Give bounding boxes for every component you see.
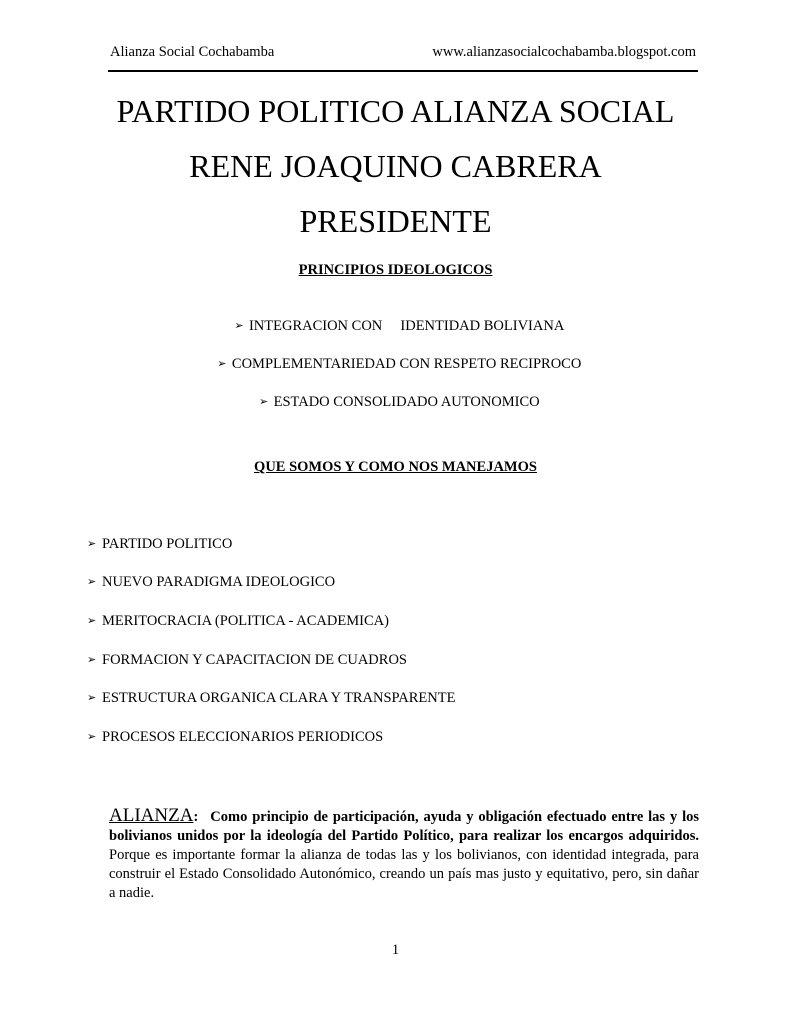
header-divider bbox=[108, 70, 698, 72]
alianza-term: ALIANZA bbox=[109, 805, 194, 826]
alianza-definition: Como principio de participación, ayuda y obligación efectuado entre las y los bolivianos unidos por la ideología del Partido Político, para realizar los encargos adquiridos. bbox=[109, 809, 699, 844]
list-item-text: PROCESOS ELECCIONARIOS PERIODICOS bbox=[102, 729, 384, 745]
arrow-bullet-icon: ➢ bbox=[87, 654, 97, 666]
list-item-text: MERITOCRACIA (POLITICA - ACADEMICA) bbox=[102, 613, 389, 629]
title-leader-name: RENE JOAQUINO CABRERA bbox=[189, 148, 602, 184]
list-item bbox=[87, 690, 455, 707]
list-item bbox=[87, 729, 383, 746]
header-website: www.alianzasocialcochabamba.blogspot.com bbox=[432, 44, 696, 60]
page-number: 1 bbox=[391, 942, 400, 958]
title-role: PRESIDENTE bbox=[299, 203, 492, 239]
list-item-text: ESTRUCTURA ORGANICA CLARA Y TRANSPARENTE bbox=[102, 690, 456, 706]
arrow-bullet-icon: ➢ bbox=[87, 576, 97, 588]
principle-item bbox=[0, 377, 791, 411]
alianza-explanation: Porque es importante formar la alianza de todas las y los bolivianos, con identidad integrada, para construir el Estado Consolidado Autonómico, creando un país mas justo y equitativo, pero, sin dañar a nadie. bbox=[109, 847, 699, 901]
que-somos-heading: QUE SOMOS Y COMO NOS MANEJAMOS bbox=[254, 459, 537, 475]
list-item bbox=[87, 652, 407, 669]
principle-item bbox=[0, 301, 791, 335]
header-organization: Alianza Social Cochabamba bbox=[110, 44, 275, 60]
alianza-colon: : bbox=[193, 809, 199, 825]
page-header bbox=[110, 44, 696, 64]
list-item bbox=[87, 536, 232, 553]
list-item-text: FORMACION Y CAPACITACION DE CUADROS bbox=[102, 652, 407, 668]
principle-text: ESTADO CONSOLIDADO AUTONOMICO bbox=[273, 394, 540, 410]
arrow-bullet-icon: ➢ bbox=[234, 320, 244, 332]
list-item bbox=[87, 613, 389, 630]
arrow-bullet-icon: ➢ bbox=[87, 731, 97, 743]
principle-item bbox=[0, 339, 791, 373]
arrow-bullet-icon: ➢ bbox=[87, 615, 97, 627]
alianza-paragraph bbox=[109, 806, 699, 903]
title-party-name: PARTIDO POLITICO ALIANZA SOCIAL bbox=[116, 93, 675, 129]
list-item-text: PARTIDO POLITICO bbox=[102, 536, 233, 552]
principle-text: INTEGRACION CON IDENTIDAD BOLIVIANA bbox=[248, 318, 565, 334]
arrow-bullet-icon: ➢ bbox=[217, 358, 227, 370]
list-item bbox=[87, 574, 335, 591]
arrow-bullet-icon: ➢ bbox=[87, 692, 97, 704]
principios-heading: PRINCIPIOS IDEOLOGICOS bbox=[298, 262, 493, 278]
list-item-text: NUEVO PARADIGMA IDEOLOGICO bbox=[102, 574, 336, 590]
arrow-bullet-icon: ➢ bbox=[87, 538, 97, 550]
principle-text: COMPLEMENTARIEDAD CON RESPETO RECIPROCO bbox=[231, 356, 582, 372]
arrow-bullet-icon: ➢ bbox=[259, 396, 269, 408]
